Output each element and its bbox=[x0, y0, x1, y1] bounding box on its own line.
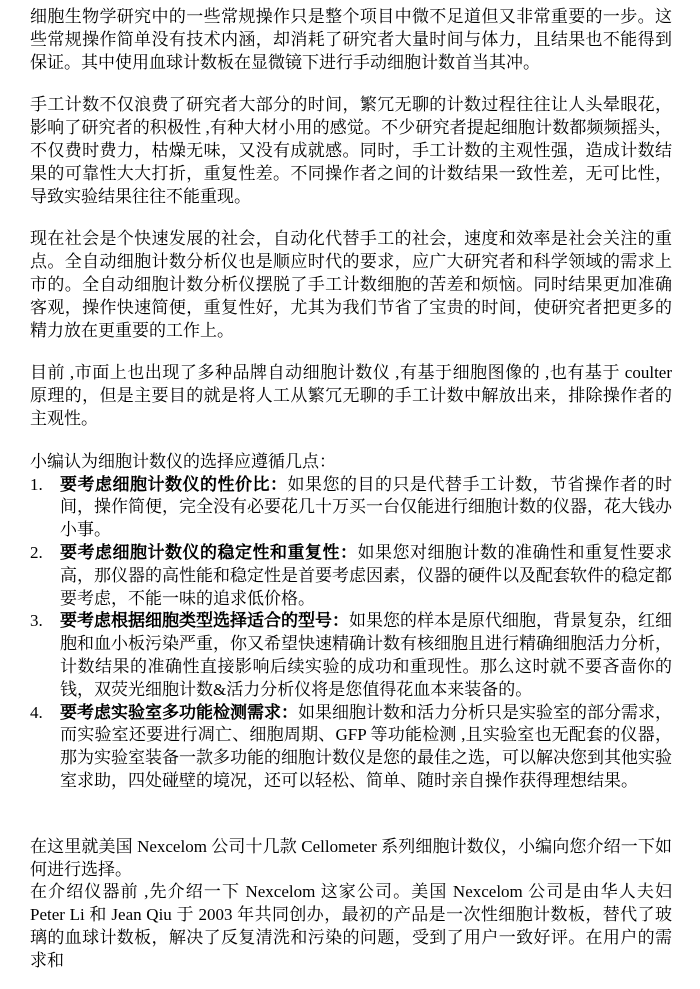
paragraph-market-overview: 目前 ,市面上也出现了多种品牌自动细胞计数仪 ,有基于细胞图像的 ,也有基于 coulter 原理的，但是主要目的就是将人工从繁冗无聊的手工计数中解放出来，排除操作者的主观性。 bbox=[30, 363, 672, 428]
list-item-1-body: 如果您的目的只是代替手工计数，节省操作者的时间，操作简便，完全没有必要花几十万买一台仅能进行细胞计数的仪器，花大钱办小事。 bbox=[60, 474, 672, 540]
list-item-3-text bbox=[60, 610, 672, 701]
paragraph-manual-counting-drawbacks: 手工计数不仅浪费了研究者大部分的时间，繁冗无聊的计数过程往往让人头晕眼花，影响了研究者的积极性 ,有种大材小用的感觉。不少研究者提起细胞计数都频频摇头，不仅费时费力，枯燥无味，又没有成就感。同时，手工计数的主观性强，造成计数结果的可靠性大大打折，重复性差。不同操作者之间的计数结果一致性差，无可比性，导致实验结果往往不能重现。 bbox=[30, 95, 672, 206]
list-item-2 bbox=[30, 542, 672, 610]
list-item-1-number: 1. bbox=[30, 474, 43, 494]
list-item-4 bbox=[30, 702, 672, 793]
list-item-2-body: 如果您对细胞计数的准确性和重复性要求高，那仪器的高性能和稳定性是首要考虑因素，仪器的硬件以及配套软件的稳定都要考虑，不能一味的追求低价格。 bbox=[60, 542, 672, 608]
list-item-1-lead: 要考虑细胞计数仪的性价比： bbox=[60, 474, 288, 494]
list-intro: 小编认为细胞计数仪的选择应遵循几点： bbox=[30, 451, 336, 471]
list-item-4-body: 如果细胞计数和活力分析只是实验室的部分需求，而实验室还要进行凋亡、细胞周期、GFP 等功能检测 ,且实验室也无配套的仪器，那为实验室装备一款多功能的细胞计数仪是您的最佳之选，可以解决您到其他实验室求助，四处碰壁的境况，还可以轻松、简单、随时亲自操作获得理想结果。 bbox=[60, 702, 672, 790]
list-item-3-body: 如果您的样本是原代细胞，背景复杂，红细胞和血小板污染严重，你又希望快速精确计数有核细胞且进行精确细胞活力分析，计数结果的准确性直接影响后续实验的成功和重现性。那么这时就不要吝啬你的钱，双荧光细胞计数&活力分析仪将是您值得花血本来装备的。 bbox=[60, 611, 672, 699]
list-item-1-text bbox=[60, 474, 672, 542]
list-item-4-number: 4. bbox=[30, 702, 43, 722]
list-item-3-number: 3. bbox=[30, 611, 43, 631]
list-item-2-lead: 要考虑细胞计数仪的稳定性和重复性： bbox=[60, 542, 358, 562]
selection-criteria-list bbox=[30, 474, 672, 793]
paragraph-intro-routine: 细胞生物学研究中的一些常规操作只是整个项目中微不足道但又非常重要的一步。这些常规操作简单没有技术内涵，却消耗了研究者大量时间与体力，且结果也不能得到保证。其中使用血球计数板在显微镜下进行手动细胞计数首当其冲。 bbox=[30, 7, 672, 72]
list-item-3 bbox=[30, 610, 672, 701]
list-item-2-text bbox=[60, 542, 672, 610]
list-item-3-lead: 要考虑根据细胞类型选择适合的型号： bbox=[60, 611, 349, 631]
paragraph-nexcelom-intro: 在这里就美国 Nexcelom 公司十几款 Cellometer 系列细胞计数仪，小编向您介绍一下如何进行选择。 bbox=[30, 836, 672, 879]
list-item-4-lead: 要考虑实验室多功能检测需求： bbox=[60, 702, 298, 722]
list-item-1 bbox=[30, 474, 672, 542]
list-item-2-number: 2. bbox=[30, 542, 43, 562]
list-item-4-text bbox=[60, 702, 672, 793]
paragraph-nexcelom-history: 在介绍仪器前 ,先介绍一下 Nexcelom 这家公司。美国 Nexcelom 公司是由华人夫妇 Peter Li 和 Jean Qiu 于 2003 年共同创办，最初的产品是一次性细胞计数板，替代了玻璃的血球计数板，解决了反复清洗和污染的问题，受到了用户一致好评。在用户的需求和 bbox=[30, 882, 672, 970]
paragraph-automation-trend: 现在社会是个快速发展的社会，自动化代替手工的社会，速度和效率是社会关注的重点。全自动细胞计数分析仪也是顺应时代的要求，应广大研究者和科学领域的需求上市的。全自动细胞计数分析仪摆脱了手工计数细胞的苦差和烦恼。同时结果更加准确客观，操作快速简便，重复性好，尤其为我们节省了宝贵的时间，使研究者把更多的精力放在更重要的工作上。 bbox=[30, 229, 672, 340]
